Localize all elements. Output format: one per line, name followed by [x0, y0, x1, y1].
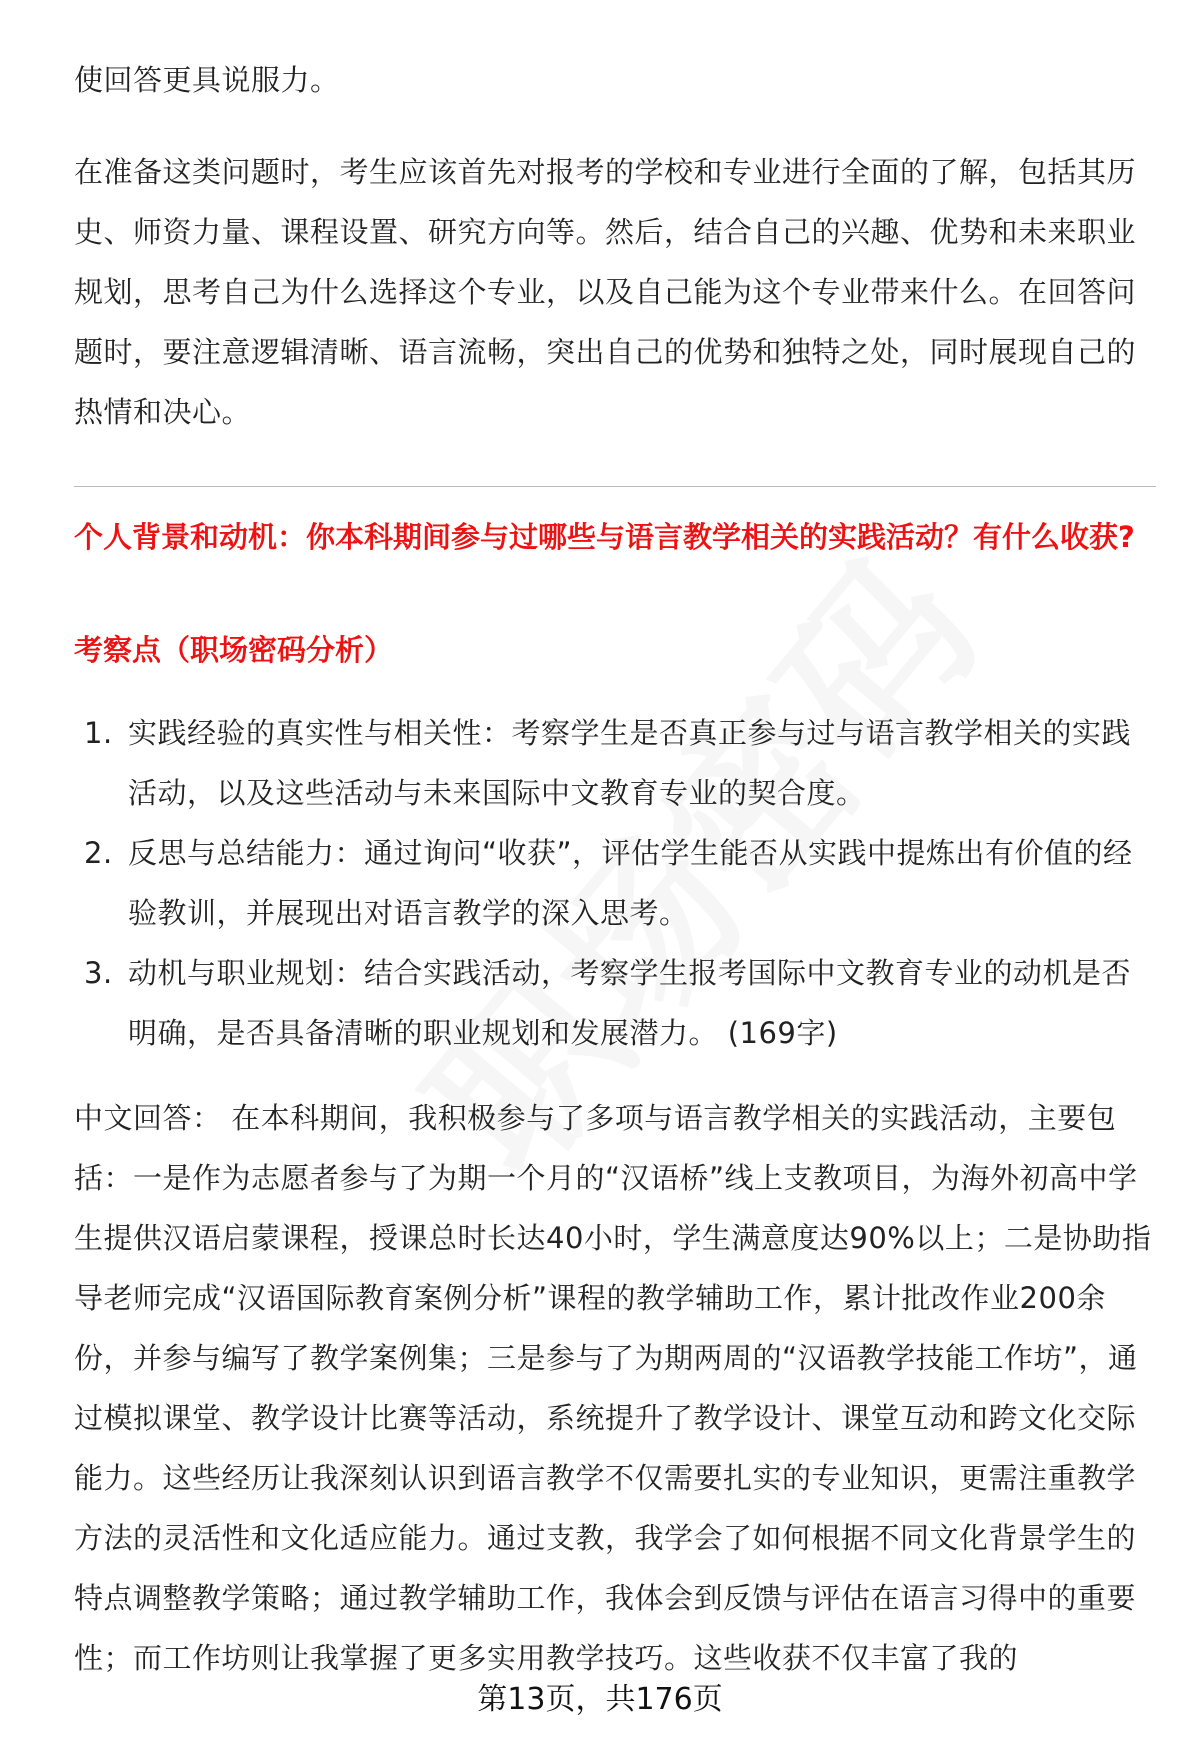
list-item: [74, 703, 1156, 823]
question-heading: 个人背景和动机：你本科期间参与过哪些与语言教学相关的实践活动？有什么收获?: [74, 520, 1135, 554]
list-item-text: 动机与职业规划：结合实践活动，考察学生报考国际中文教育专业的动机是否明确，是否具备清晰的职业规划和发展潜力。 (169字): [128, 956, 1132, 1050]
section-divider: [74, 486, 1156, 487]
assessment-points-heading: 考察点（职场密码分析）: [74, 633, 394, 667]
list-item-number: 1.: [84, 716, 113, 750]
assessment-points-list: [74, 703, 1156, 1063]
list-item-text: 反思与总结能力：通过询问“收获”，评估学生能否从实践中提炼出有价值的经验教训，并展现出对语言教学的深入思考。: [128, 836, 1133, 930]
list-item-text: 实践经验的真实性与相关性：考察学生是否真正参与过与语言教学相关的实践活动，以及这些活动与未来国际中文教育专业的契合度。: [128, 716, 1132, 810]
list-item-number: 3.: [84, 956, 113, 990]
chinese-answer-paragraph: 中文回答： 在本科期间，我积极参与了多项与语言教学相关的实践活动，主要包括：一是作为志愿者参与了为期一个月的“汉语桥”线上支教项目，为海外初高中学生提供汉语启蒙课程，授课总时长达40小时，学生满意度达90%以上；二是协助指导老师完成“汉语国际教育案例分析”课程的教学辅助工作，累计批改作业200余份，并参与编写了教学案例集；三是参与了为期两周的“汉语教学技能工作坊”，通过模拟课堂、教学设计比赛等活动，系统提升了教学设计、课堂互动和跨文化交际能力。这些经历让我深刻认识到语言教学不仅需要扎实的专业知识，更需注重教学方法的灵活性和文化适应能力。通过支教，我学会了如何根据不同文化背景学生的特点调整教学策略；通过教学辅助工作，我体会到反馈与评估在语言习得中的重要性；而工作坊则让我掌握了更多实用教学技巧。这些收获不仅丰富了我的: [74, 1101, 1152, 1675]
list-item-number: 2.: [84, 836, 113, 870]
paragraph-preparation-advice: 在准备这类问题时，考生应该首先对报考的学校和专业进行全面的了解，包括其历史、师资力量、课程设置、研究方向等。然后，结合自己的兴趣、优势和未来职业规划，思考自己为什么选择这个专业，以及自己能为这个专业带来什么。在回答问题时，要注意逻辑清晰、语言流畅，突出自己的优势和独特之处，同时展现自己的热情和决心。: [74, 155, 1137, 429]
list-item: [74, 943, 1156, 1063]
list-item: [74, 823, 1156, 943]
paragraph-intro-tail: 使回答更具说服力。: [74, 63, 340, 97]
page-number-footer: 第13页，共176页: [477, 1682, 723, 1717]
